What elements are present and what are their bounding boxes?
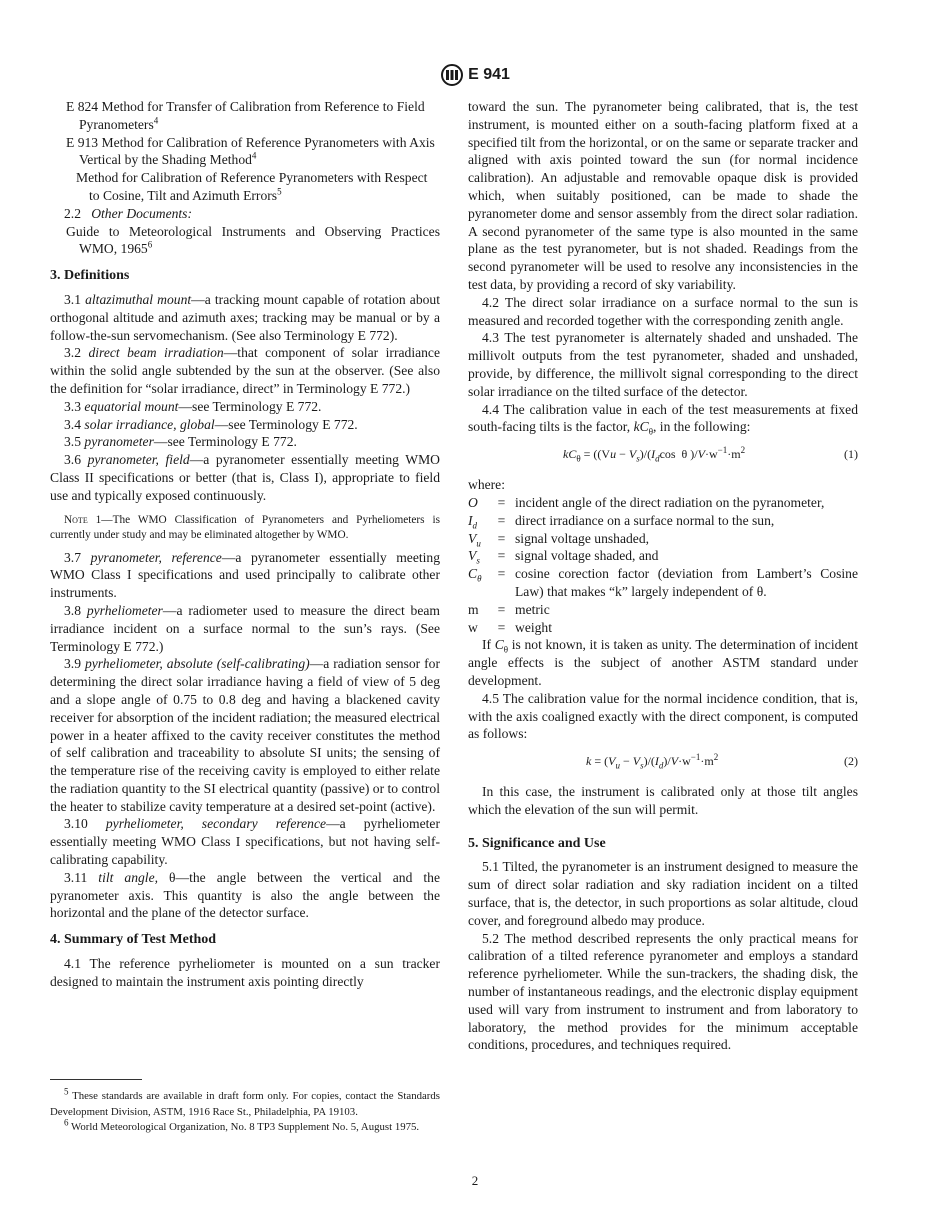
footnotes: [50, 1086, 440, 1136]
equation-1-expression: $kC_\theta = ((Vu - V_s)/(I_d\cos$ θ )$/V\cdot w^{-1}\cdot m^2$: [563, 445, 746, 464]
paragraph-4-1: 4.1 The reference pyrheliometer is mounted on a sun tracker designed to maintain the instrument axis pointing directly: [50, 956, 440, 989]
equation-2-expression: $k = (V_u - V_s)/(I_d)/V\cdot w^{-1}\cdot m^2$: [586, 752, 719, 771]
definition-3-3: 3.3 equatorial mount—see Terminology E 772.: [64, 398, 322, 414]
heading-definitions: 3. Definitions: [50, 268, 130, 284]
variable-row: O = incident angle of the direct radiation on the pyranometer,: [468, 494, 825, 510]
definition-3-9: 3.9 pyrheliometer, absolute (self-calibrating)—a radiation sensor for determining the direct solar irradiance having a field of view of 5 deg and a slope angle of 0.75 to 0.8 deg and having a blackened cavity receiver for absorption of the incident radiation; the measured electrical power in a heater affixed to the cavity receiver constitutes the method of self calibration and traceability to absolute SI units; the sensing of the temperature rise of the receiving cavity is employed to either relate the radiation quantity to the SI electrical quantity (passive) or to control the heater to stabilize cavity temperature at a desired set-point (active).: [50, 656, 440, 814]
variable-row: w = weight: [468, 619, 552, 635]
note-1: Note 1—The WMO Classification of Pyranometers and Pyrheliometers is currently under study and may be eliminated altogether by WMO.: [50, 513, 440, 541]
variable-row: m = metric: [468, 601, 550, 617]
definition-3-10: 3.10 pyrheliometer, secondary reference—a pyrheliometer essentially meeting WMO Class I specifications, but not having self-calibrating capability.: [50, 816, 440, 868]
variable-row: $I_d$ = direct irradiance on a surface normal to the sun,: [468, 512, 775, 531]
standard-designation: E 941: [468, 66, 510, 84]
paragraph-4-5: 4.5 The calibration value for the normal incidence condition, that is, with the axis coaligned exactly with the direct component, is computed as follows:: [468, 690, 858, 742]
section-2-2: 2.2 Other Documents:: [64, 205, 193, 221]
variable-definitions: [468, 494, 858, 636]
definition-3-6: 3.6 pyranometer, field—a pyranometer essentially meeting WMO Class II specifications or better (that is, Class I), appropriate to field use and typically exposed continuously.: [50, 452, 441, 503]
left-column: [50, 98, 440, 991]
astm-logo-icon: [440, 64, 464, 86]
reference-cosine: Method for Calibration of Reference Pyranometers with Respect to Cosine, Tilt and Azimuth Errors$^5$: [76, 170, 428, 203]
where-label: where:: [468, 477, 505, 493]
page-number: 2: [471, 1173, 479, 1188]
definition-3-8: 3.8 pyrheliometer—a radiometer used to measure the direct beam irradiance incident on a surface normal to the sun’s rays. (See Terminology E 772.): [50, 602, 440, 654]
definition-3-2: 3.2 direct beam irradiation—that component of solar irradiance within the solid angle subtended by the sun at the observer. (See also the definition for “solar irradiance, direct” in Terminology E 772.): [50, 345, 440, 396]
equation-2: [468, 753, 858, 773]
footnote-divider: [50, 1079, 142, 1080]
definition-3-11: 3.11 tilt angle, θ—the angle between the vertical and the pyranometer axis. This quantity is also the angle between the horizontal and the plane of the detector surface.: [50, 869, 440, 921]
equation-1-number: (1): [844, 447, 858, 462]
reference-e824: E 824 Method for Transfer of Calibration from Reference to Field Pyranometers$^4$: [66, 99, 425, 132]
heading-significance: 5. Significance and Use: [468, 835, 606, 851]
reference-wmo-guide: Guide to Meteorological Instruments and Observing Practices WMO, 1965$^6$: [66, 223, 440, 257]
paragraph-normal-incidence: In this case, the instrument is calibrated only at those tilt angles which the elevation of the sun will permit.: [468, 784, 858, 817]
variable-row: $V_s$ = signal voltage shaded, and: [468, 548, 659, 567]
paragraph-5-2: 5.2 The method described represents the only practical means for calibration of a tilted reference pyranometer and employs a standard reference pyrheliometer. While the sun-trackers, the shading disk, the number of instantaneous readings, and the electronic display equipment used will vary from instrument to instrument and from laboratory to laboratory, the method provides for the minimum acceptable conditions, procedures, and techniques required.: [468, 930, 858, 1053]
paragraph-c-theta: If $C_\theta$ is not known, it is taken as unity. The determination of incident angle effects is the subject of another ASTM standard under development.: [468, 637, 859, 688]
footnote-6: $^6$ World Meteorological Organization, No. 8 TP3 Supplement No. 5, August 1975.: [64, 1117, 420, 1133]
paragraph-4-3: 4.3 The test pyranometer is alternately shaded and unshaded. The millivolt outputs from the test pyranometer, shaded and unshaded, provide, by difference, the millivolt signal corresponding to the direct solar irradiance on the tilted surface of the detector.: [468, 330, 858, 399]
footnote-5: $^5$ These standards are available in draft form only. For copies, contact the Standards Development Division, ASTM, 1916 Race St., Philadelphia, PA 19103.: [50, 1086, 440, 1118]
variable-row: $V_u$ = signal voltage unshaded,: [468, 530, 650, 549]
definition-3-4: 3.4 solar irradiance, global—see Terminology E 772.: [64, 416, 358, 432]
paragraph-4-1-continued: toward the sun. The pyranometer being calibrated, that is, the test instrument, is mounted either on a south-facing platform fixed at a specified tilt from the horizontal, or on the same or separate tracker and aligned with axis pointed toward the sun (for normal incidence calibration). An adjustable and removable opaque disk is provided which, when suitably positioned, can be made to shade the pyranometer dome and sensor assembly from the direct solar radiation. A second pyranometer of the same type is also mounted in the same plane as the test pyranometer, but is not shaded. Readings from the second pyranometer will be used to resolve any inconsistencies in the test data, by providing a record of sky variability.: [468, 99, 858, 292]
right-column: [468, 98, 858, 1054]
definition-3-5: 3.5 pyranometer—see Terminology E 772.: [64, 434, 297, 450]
equation-1: [468, 446, 858, 466]
equation-2-number: (2): [844, 754, 858, 769]
heading-summary: 4. Summary of Test Method: [50, 932, 217, 948]
page-header: [0, 64, 950, 86]
definition-3-7: 3.7 pyranometer, reference—a pyranometer essentially meeting WMO Class I specifications and used principally to calibrate other instruments.: [50, 549, 440, 601]
definition-3-1: 3.1 altazimuthal mount—a tracking mount capable of rotation about orthogonal altitude and azimuth axes; tracking may be manual or by a follow-the-sun servomechanism. (See also Terminology E 772).: [50, 291, 440, 343]
paragraph-5-1: 5.1 Tilted, the pyranometer is an instrument designed to measure the sum of direct solar radiation and sky radiation incident on a tilted surface, that is, the detector, in such proportions as solar altitude, cloud cover, and foreground albedo may produce.: [468, 859, 858, 928]
variable-row: $C_\theta$ = cosine corection factor (deviation from Lambert’s Cosine Law) that makes “k” largely independent of θ.: [468, 566, 858, 599]
paragraph-4-2: 4.2 The direct solar irradiance on a surface normal to the sun is measured and recorded together with the corresponding zenith angle.: [468, 294, 858, 328]
reference-e913: E 913 Method for Calibration of Reference Pyranometers with Axis Vertical by the Shading Method$^4$: [66, 134, 435, 168]
paragraph-4-4: 4.4 The calibration value in each of the test measurements at fixed south-facing tilts is the factor, $kC_\theta$, in the following:: [468, 401, 858, 438]
